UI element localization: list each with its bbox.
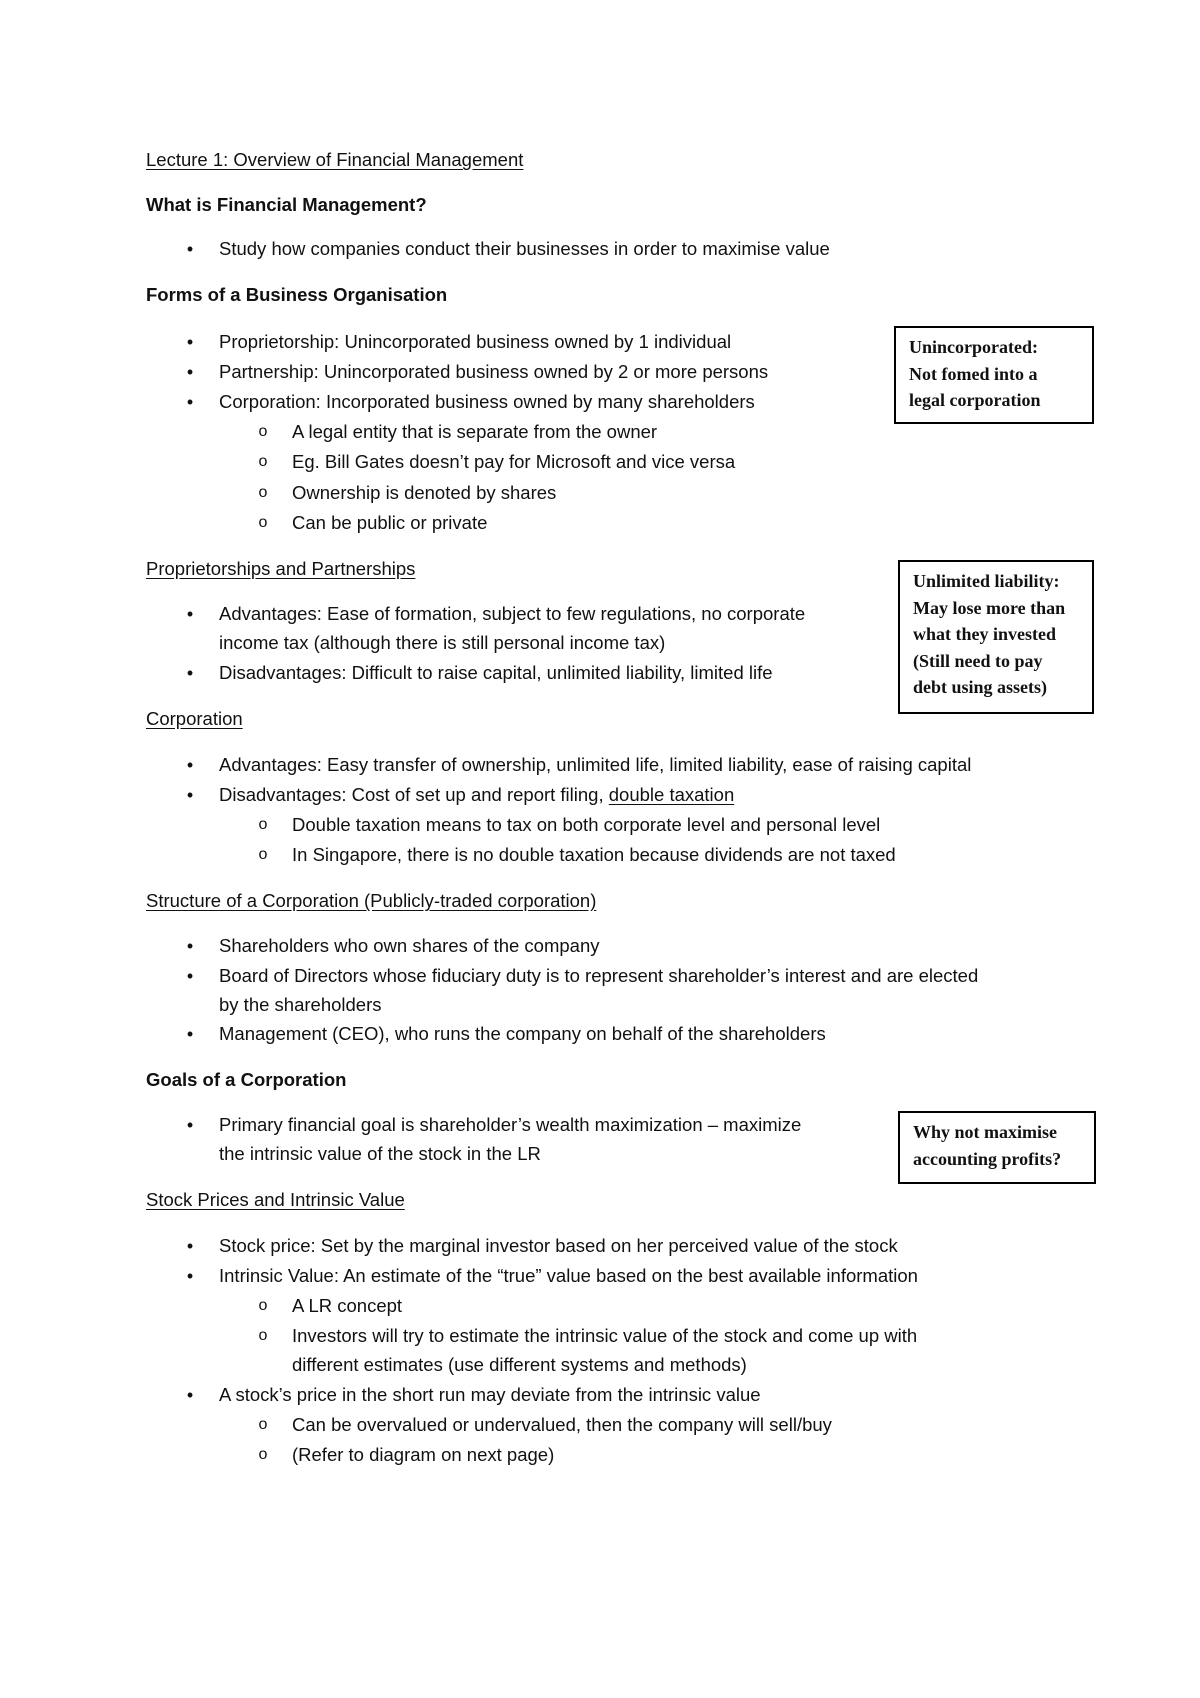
sub-bullet-marker: o bbox=[258, 816, 268, 833]
bullet-marker: • bbox=[186, 392, 194, 412]
sub-bullet-marker: o bbox=[258, 484, 268, 501]
list-item-emphasis: double taxation bbox=[608, 784, 735, 805]
sub-bullet-marker: o bbox=[258, 1416, 268, 1433]
sidenote-line: Not fomed into a bbox=[909, 363, 1038, 384]
bullet-marker: • bbox=[186, 332, 194, 352]
sidenote-line: legal corporation bbox=[909, 390, 1041, 410]
sidenote-accounting-profits bbox=[898, 1111, 1096, 1184]
sidenote-line: Unincorporated: bbox=[909, 337, 1038, 357]
list-item: Board of Directors whose fiduciary duty is to represent shareholder’s interest and are elected bbox=[219, 965, 979, 986]
list-item-continuation: by the shareholders bbox=[219, 994, 382, 1015]
section-heading-corporation: Corporation bbox=[146, 708, 243, 729]
sidenote-unlimited-liability bbox=[898, 560, 1094, 714]
bullet-marker: • bbox=[186, 1385, 194, 1405]
sub-list-item: Double taxation means to tax on both corporate level and personal level bbox=[292, 814, 881, 835]
list-item: Corporation: Incorporated business owned by many shareholders bbox=[219, 391, 755, 412]
bullet-marker: • bbox=[186, 936, 194, 956]
sidenote-line: what they invested bbox=[913, 624, 1056, 644]
list-item-continuation: income tax (although there is still personal income tax) bbox=[219, 632, 666, 653]
sidenote-line: May lose more than bbox=[913, 597, 1066, 618]
sub-bullet-marker: o bbox=[258, 1446, 268, 1463]
list-item: Intrinsic Value: An estimate of the “true” value based on the best available information bbox=[219, 1265, 918, 1286]
sub-list-item: In Singapore, there is no double taxation because dividends are not taxed bbox=[292, 844, 896, 865]
sub-list-item: Ownership is denoted by shares bbox=[292, 482, 557, 503]
sub-bullet-marker: o bbox=[258, 1327, 268, 1344]
sidenote-line: Why not maximise bbox=[913, 1122, 1057, 1142]
sub-bullet-marker: o bbox=[258, 453, 268, 470]
section-heading-structure: Structure of a Corporation (Publicly-traded corporation) bbox=[146, 890, 597, 911]
bullet-marker: • bbox=[186, 1266, 194, 1286]
list-item: Partnership: Unincorporated business owned by 2 or more persons bbox=[219, 361, 769, 382]
section-heading-stock-prices: Stock Prices and Intrinsic Value bbox=[146, 1189, 405, 1210]
sub-list-item: Eg. Bill Gates doesn’t pay for Microsoft and vice versa bbox=[292, 451, 736, 472]
bullet-marker: • bbox=[186, 362, 194, 382]
list-item: Advantages: Ease of formation, subject to few regulations, no corporate bbox=[219, 603, 806, 624]
sub-list-item-continuation: different estimates (use different systems and methods) bbox=[292, 1354, 747, 1375]
sidenote-line: accounting profits? bbox=[913, 1148, 1062, 1169]
list-item: Proprietorship: Unincorporated business owned by 1 individual bbox=[219, 331, 732, 352]
bullet-marker: • bbox=[186, 785, 194, 805]
bullet-marker: • bbox=[186, 1024, 194, 1044]
list-item-text: Disadvantages: Cost of set up and report filing, bbox=[219, 784, 609, 805]
bullet-marker: • bbox=[186, 1115, 194, 1135]
page-title: Lecture 1: Overview of Financial Management bbox=[146, 149, 524, 170]
section-heading-goals: Goals of a Corporation bbox=[146, 1069, 347, 1090]
list-item: Shareholders who own shares of the company bbox=[219, 935, 600, 956]
sub-list-item: A legal entity that is separate from the owner bbox=[292, 421, 658, 442]
list-item bbox=[219, 783, 734, 807]
sidenote-unincorporated bbox=[894, 326, 1094, 424]
section-heading-forms: Forms of a Business Organisation bbox=[146, 284, 448, 305]
list-item-continuation: the intrinsic value of the stock in the LR bbox=[219, 1143, 541, 1164]
list-item: Stock price: Set by the marginal investor based on her perceived value of the stock bbox=[219, 1235, 898, 1256]
sub-list-item: Can be public or private bbox=[292, 512, 488, 533]
list-item: Primary financial goal is shareholder’s wealth maximization – maximize bbox=[219, 1114, 802, 1135]
sub-list-item: Can be overvalued or undervalued, then the company will sell/buy bbox=[292, 1414, 832, 1435]
bullet-marker: • bbox=[186, 239, 194, 259]
bullet-marker: • bbox=[186, 755, 194, 775]
list-item: Study how companies conduct their businesses in order to maximise value bbox=[219, 238, 830, 259]
list-item: Disadvantages: Difficult to raise capital, unlimited liability, limited life bbox=[219, 662, 773, 683]
sub-list-item: (Refer to diagram on next page) bbox=[292, 1444, 555, 1465]
bullet-marker: • bbox=[186, 604, 194, 624]
bullet-marker: • bbox=[186, 966, 194, 986]
sub-bullet-marker: o bbox=[258, 1297, 268, 1314]
list-item: Management (CEO), who runs the company on behalf of the shareholders bbox=[219, 1023, 826, 1044]
sub-bullet-marker: o bbox=[258, 423, 268, 440]
bullet-marker: • bbox=[186, 663, 194, 683]
section-heading-proprietorships: Proprietorships and Partnerships bbox=[146, 558, 416, 579]
sidenote-line: (Still need to pay bbox=[913, 650, 1043, 671]
list-item: A stock’s price in the short run may deviate from the intrinsic value bbox=[219, 1384, 761, 1405]
sidenote-line: debt using assets) bbox=[913, 677, 1048, 697]
bullet-marker: • bbox=[186, 1236, 194, 1256]
section-heading-what-is: What is Financial Management? bbox=[146, 194, 427, 215]
sub-bullet-marker: o bbox=[258, 846, 268, 863]
sub-list-item: Investors will try to estimate the intrinsic value of the stock and come up with bbox=[292, 1325, 918, 1346]
list-item: Advantages: Easy transfer of ownership, unlimited life, limited liability, ease of raising capital bbox=[219, 754, 972, 775]
sub-list-item: A LR concept bbox=[292, 1295, 403, 1316]
sub-bullet-marker: o bbox=[258, 514, 268, 531]
sidenote-line: Unlimited liability: bbox=[913, 571, 1060, 591]
